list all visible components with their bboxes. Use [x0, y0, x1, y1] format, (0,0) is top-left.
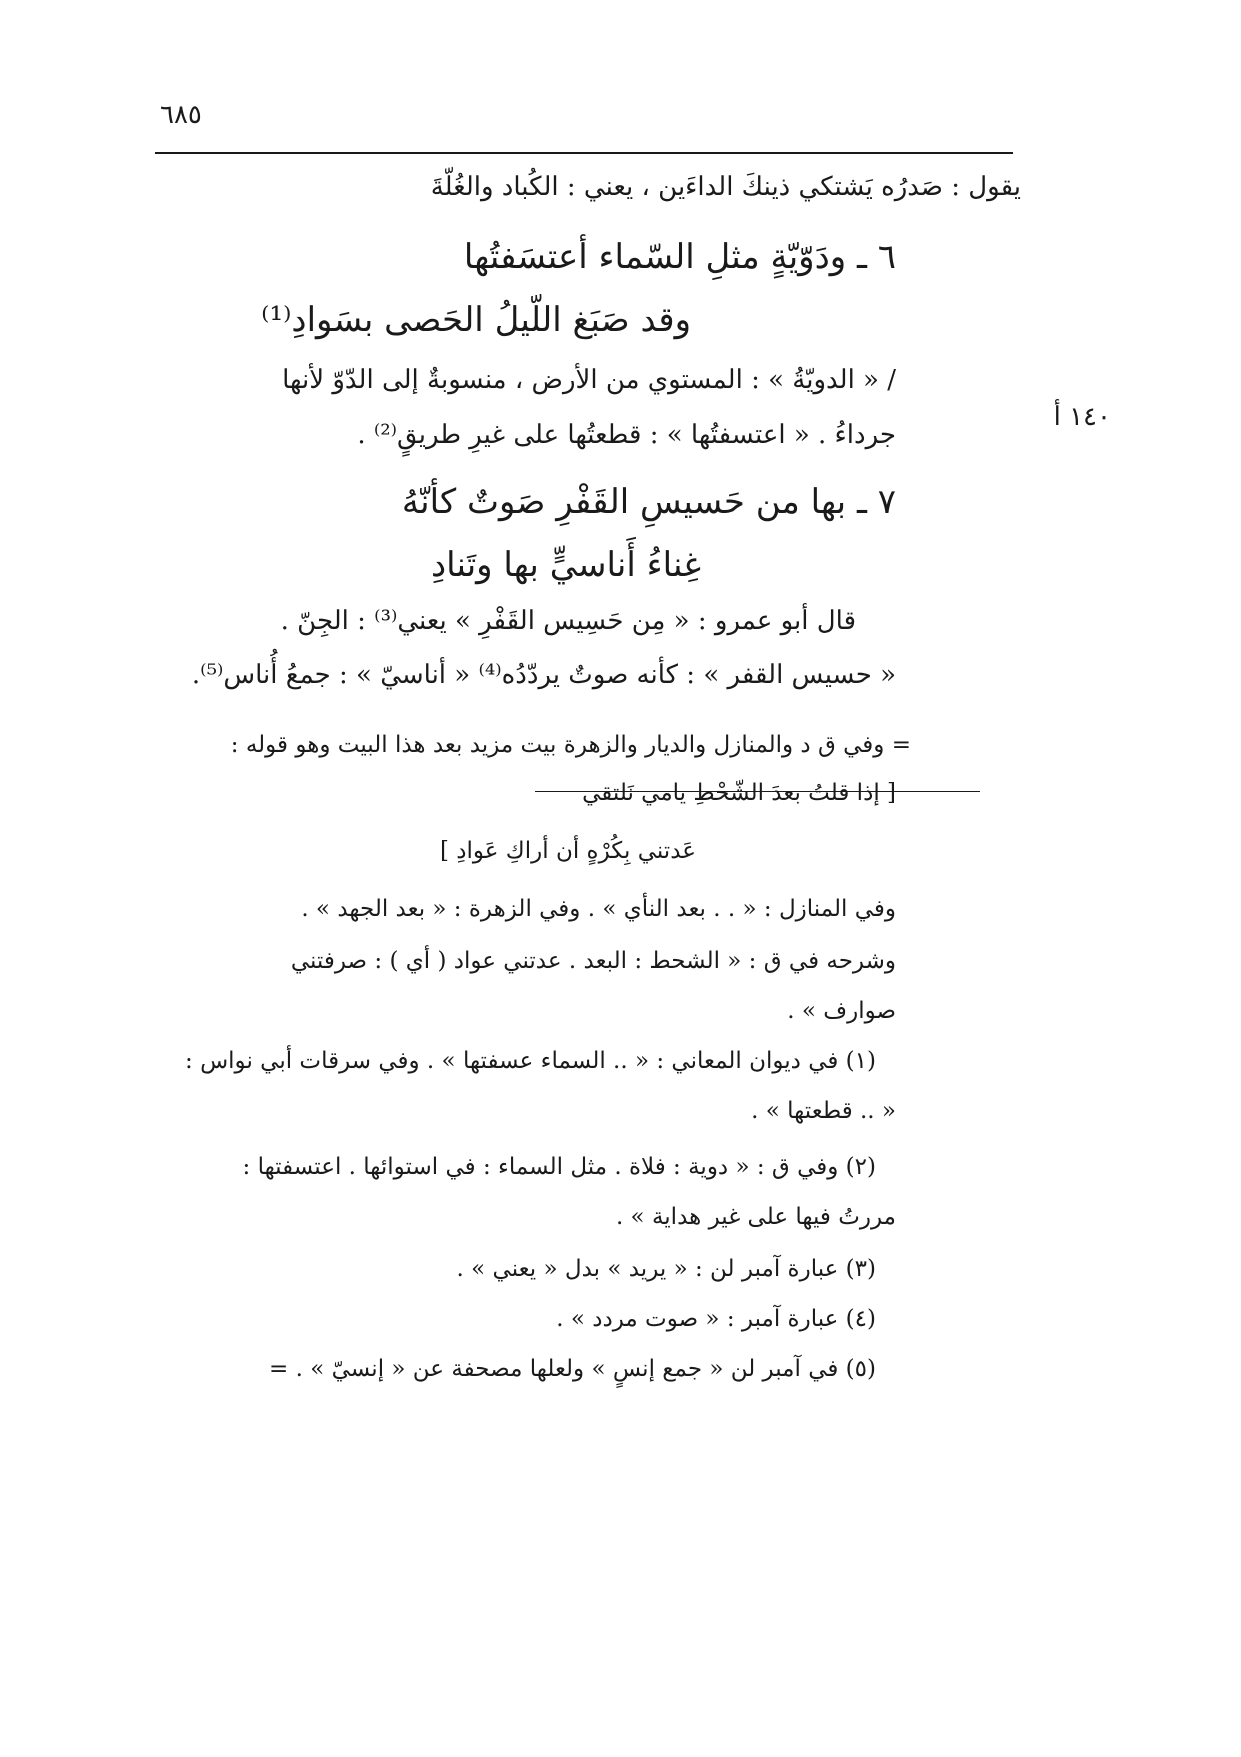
note-line: وشرحه في ق : « الشحط : البعد . عدتني عواد ( أي ) : صرفتني — [290, 948, 896, 974]
verse-line: ٦ ـ ودَوّيّةٍ مثلِ السّماء أعتسَفتُها — [463, 237, 896, 277]
note-line: = وفي ق د والمنازل والديار والزهرة بيت مزيد بعد هذا البيت وهو قوله : — [230, 732, 911, 758]
commentary-line: « حسيس القفر » : كأنه صوتٌ يردّدُه⁽⁴⁾ « أناسيّ » : جمعُ أُناس⁽⁵⁾. — [191, 660, 896, 690]
commentary-line: / « الدويّةُ » : المستوي من الأرض ، منسوبةٌ إلى الدّوّ لأنها — [282, 365, 896, 395]
footnote-line: مررتُ فيها على غير هداية » . — [615, 1204, 896, 1230]
verse-line: وقد صَبَغ اللّيلُ الحَصى بسَوادِ⁽¹⁾ — [261, 300, 691, 340]
footnote-line: (٥) في آمبر لن « جمع إنسٍ » ولعلها مصحفة عن « إنسيّ » . = — [269, 1356, 876, 1382]
margin-folio-note: ١٤٠ أ — [1053, 402, 1111, 432]
footnote-line: (٤) عبارة آمبر : « صوت مردد » . — [556, 1306, 876, 1332]
verse-line: غِناءُ أَناسيٍّ بها وتَنادِ — [430, 545, 701, 585]
note-line: صوارف » . — [787, 998, 896, 1024]
note-verse-line: عَدتني بِكُرْهٍ أن أراكِ عَوادِ ] — [439, 838, 696, 864]
note-verse-line: [ إذا قلتُ بعدَ الشّحْطِ يامي نَلتقي — [582, 780, 896, 806]
page-number: ٦٨٥ — [160, 100, 202, 130]
footnote-line: « .. قطعتها » . — [751, 1098, 896, 1124]
commentary-line: قال أبو عمرو : « مِن حَسِيس القَفْرِ » يعني⁽³⁾ : الجِنّ . — [280, 606, 856, 636]
footnote-line: (١) في ديوان المعاني : « .. السماء عسفتها » . وفي سرقات أبي نواس : — [185, 1048, 876, 1074]
verse-line: ٧ ـ بها من حَسيسِ القَفْرِ صَوتٌ كأنّهُ — [401, 482, 896, 522]
footnote-line: (٢) وفي ق : « دوية : فلاة . مثل السماء : في استوائها . اعتسفتها : — [242, 1154, 876, 1180]
header-rule — [155, 152, 1013, 154]
commentary-line: جرداءُ . « اعتسفتُها » : قطعتُها على غيرِ طريقٍ⁽²⁾ . — [357, 420, 896, 450]
commentary-line: يقول : صَدرُه يَشتكي ذينكَ الداءَين ، يعني : الكُباد والغُلّةَ — [430, 172, 1021, 202]
footnote-line: (٣) عبارة آمبر لن : « يريد » بدل « يعني » . — [456, 1256, 876, 1282]
note-line: وفي المنازل : « . . بعد النأي » . وفي الزهرة : « بعد الجهد » . — [301, 896, 896, 922]
